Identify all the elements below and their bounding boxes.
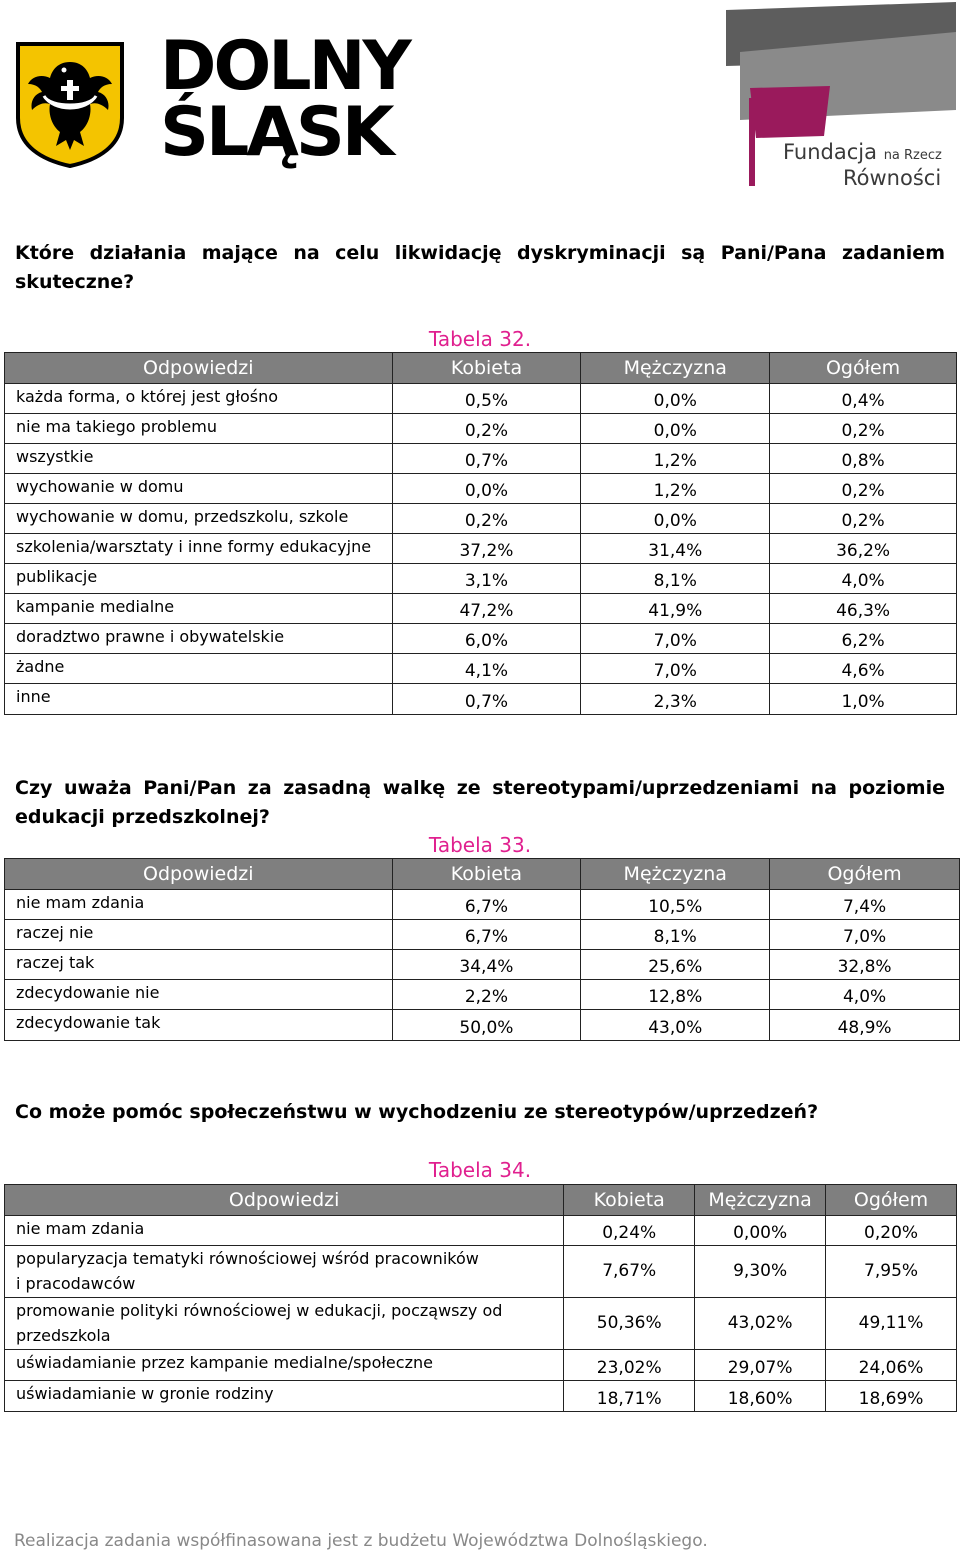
cell-kobieta: 4,1% [392,654,581,684]
table-row [5,564,957,594]
cell-ogolem: 49,11% [826,1298,957,1350]
table-row [5,950,960,980]
cell-mezczyzna: 7,0% [581,654,770,684]
foundation-name-line2: Równości [843,166,942,190]
header-ogolem: Ogółem [826,1185,957,1216]
row-label-line1: uświadamianie w gronie rodziny [16,1384,274,1403]
row-label-line1: promowanie polityki równościowej w edukacji, począwszy od [16,1301,503,1320]
table-34 [4,1184,957,1412]
cell-ogolem: 0,2% [770,474,957,504]
foundation-word: Fundacja [783,140,877,164]
header-odpowiedzi: Odpowiedzi [5,353,393,384]
table-row [5,474,957,504]
foundation-name-line1 [783,140,942,164]
cell-mezczyzna: 1,2% [581,474,770,504]
row-label: publikacje [5,564,393,594]
table-row [5,594,957,624]
cell-mezczyzna: 12,8% [581,980,770,1010]
row-label [5,1298,564,1350]
table-row [5,1298,957,1350]
table-row [5,444,957,474]
row-label [5,1216,564,1246]
cell-ogolem: 0,2% [770,504,957,534]
row-label: doradztwo prawne i obywatelskie [5,624,393,654]
row-label-line1: popularyzacja tematyki równościowej wśród pracowników [16,1249,479,1268]
table-row [5,654,957,684]
cell-kobieta: 50,36% [564,1298,695,1350]
header-mezczyzna: Mężczyzna [581,859,770,890]
cell-kobieta: 7,67% [564,1246,695,1298]
cell-ogolem: 7,4% [770,890,960,920]
row-label [5,1246,564,1298]
cell-ogolem: 4,6% [770,654,957,684]
cell-kobieta: 0,0% [392,474,581,504]
cell-mezczyzna: 43,02% [695,1298,826,1350]
header-kobieta: Kobieta [392,859,581,890]
table-row [5,890,960,920]
table-33 [4,858,960,1041]
cell-mezczyzna: 0,0% [581,504,770,534]
question-2-line1: Czy uważa Pani/Pan za zasadną walkę ze stereotypami/uprzedzeniami na poziomie [15,777,945,799]
cell-ogolem: 0,2% [770,414,957,444]
cell-kobieta: 0,5% [392,384,581,414]
dolny-slask-crest-logo [14,40,126,168]
table-row [5,1010,960,1041]
cell-mezczyzna: 43,0% [581,1010,770,1041]
cell-mezczyzna: 0,0% [581,414,770,444]
row-label: wychowanie w domu [5,474,393,504]
cell-mezczyzna: 10,5% [581,890,770,920]
header-ogolem: Ogółem [770,859,960,890]
cell-ogolem: 46,3% [770,594,957,624]
cell-mezczyzna: 9,30% [695,1246,826,1298]
table-row [5,684,957,715]
row-label: raczej tak [5,950,393,980]
question-1-line1: Które działania mające na celu likwidację dyskryminacji są Pani/Pana zadaniem [15,242,945,264]
cell-kobieta: 0,7% [392,684,581,715]
cell-ogolem: 6,2% [770,624,957,654]
row-label: wszystkie [5,444,393,474]
row-label [5,1381,564,1412]
cell-ogolem: 7,0% [770,920,960,950]
row-label: zdecydowanie nie [5,980,393,1010]
table-row [5,624,957,654]
cell-ogolem: 36,2% [770,534,957,564]
brand-wordmark [160,27,430,172]
row-label: szkolenia/warsztaty i inne formy edukacyjne [5,534,393,564]
row-label: kampanie medialne [5,594,393,624]
cell-kobieta: 37,2% [392,534,581,564]
brand-line-1: DOLNY [160,27,409,106]
header-odpowiedzi: Odpowiedzi [5,859,393,890]
row-label-line1: uświadamianie przez kampanie medialne/społeczne [16,1353,433,1372]
cell-kobieta: 50,0% [392,1010,581,1041]
header-mezczyzna: Mężczyzna [581,353,770,384]
row-label: nie mam zdania [5,890,393,920]
header-mezczyzna: Mężczyzna [695,1185,826,1216]
table-header-row [5,859,960,890]
table-row [5,414,957,444]
table-header-row [5,1185,957,1216]
row-label: zdecydowanie tak [5,1010,393,1041]
table-34-caption: Tabela 34. [428,1158,532,1182]
cell-kobieta: 6,7% [392,890,581,920]
cell-ogolem: 7,95% [826,1246,957,1298]
cell-kobieta: 0,7% [392,444,581,474]
table-row [5,1350,957,1381]
cell-kobieta: 2,2% [392,980,581,1010]
row-label: każda forma, o której jest głośno [5,384,393,414]
table-33-caption: Tabela 33. [428,833,532,857]
row-label-line1: nie mam zdania [16,1219,145,1238]
header-kobieta: Kobieta [392,353,581,384]
cell-ogolem: 1,0% [770,684,957,715]
cell-ogolem: 48,9% [770,1010,960,1041]
cell-mezczyzna: 18,60% [695,1381,826,1412]
cell-mezczyzna: 41,9% [581,594,770,624]
brand-line-2: ŚLĄSK [160,93,392,172]
cell-kobieta: 0,2% [392,414,581,444]
table-row [5,1216,957,1246]
cell-kobieta: 0,24% [564,1216,695,1246]
table-row [5,534,957,564]
row-label: wychowanie w domu, przedszkolu, szkole [5,504,393,534]
cell-kobieta: 3,1% [392,564,581,594]
question-1-line2: skuteczne? [15,271,135,293]
row-label-line2: przedszkola [16,1326,111,1345]
table-32-caption: Tabela 32. [428,327,532,351]
row-label [5,1350,564,1381]
question-2-line2: edukacji przedszkolnej? [15,806,270,828]
header-odpowiedzi: Odpowiedzi [5,1185,564,1216]
cell-ogolem: 0,20% [826,1216,957,1246]
table-row [5,384,957,414]
table-row [5,504,957,534]
table-row [5,1246,957,1298]
table-row [5,1381,957,1412]
cell-kobieta: 18,71% [564,1381,695,1412]
table-row [5,920,960,950]
table-row [5,980,960,1010]
cell-mezczyzna: 0,0% [581,384,770,414]
cell-mezczyzna: 8,1% [581,920,770,950]
table-32 [4,352,957,715]
cell-kobieta: 6,7% [392,920,581,950]
cell-mezczyzna: 31,4% [581,534,770,564]
cell-mezczyzna: 1,2% [581,444,770,474]
cell-kobieta: 47,2% [392,594,581,624]
header-ogolem: Ogółem [770,353,957,384]
question-3: Co może pomóc społeczeństwu w wychodzeniu ze stereotypów/uprzedzeń? [15,1101,819,1123]
cell-ogolem: 0,8% [770,444,957,474]
cell-ogolem: 4,0% [770,980,960,1010]
cell-mezczyzna: 29,07% [695,1350,826,1381]
row-label: raczej nie [5,920,393,950]
cell-kobieta: 0,2% [392,504,581,534]
cell-kobieta: 6,0% [392,624,581,654]
cell-ogolem: 24,06% [826,1350,957,1381]
cell-mezczyzna: 7,0% [581,624,770,654]
cell-mezczyzna: 25,6% [581,950,770,980]
cell-ogolem: 0,4% [770,384,957,414]
cell-mezczyzna: 8,1% [581,564,770,594]
cell-ogolem: 4,0% [770,564,957,594]
cell-kobieta: 34,4% [392,950,581,980]
row-label-line2: i pracodawców [16,1274,136,1293]
row-label: nie ma takiego problemu [5,414,393,444]
cell-mezczyzna: 2,3% [581,684,770,715]
cell-ogolem: 32,8% [770,950,960,980]
foundation-small-text: na Rzecz [883,148,942,163]
header-kobieta: Kobieta [564,1185,695,1216]
row-label: żadne [5,654,393,684]
table-header-row [5,353,957,384]
cell-mezczyzna: 0,00% [695,1216,826,1246]
footer-funding-note: Realizacja zadania współfinasowana jest z budżetu Województwa Dolnośląskiego. [14,1531,708,1551]
cell-kobieta: 23,02% [564,1350,695,1381]
row-label: inne [5,684,393,715]
cell-ogolem: 18,69% [826,1381,957,1412]
